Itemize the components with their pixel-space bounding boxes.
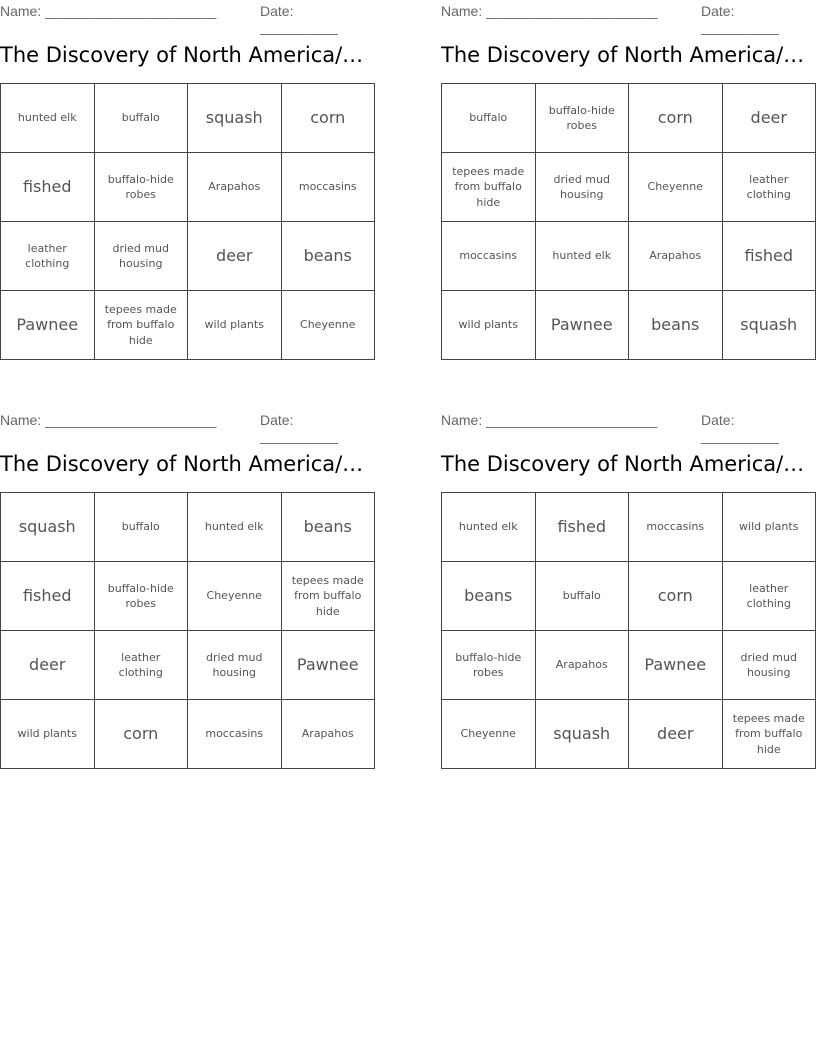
bingo-cell: wild plants	[1, 700, 95, 769]
name-field-label: Name: ______________________	[0, 3, 217, 19]
bingo-cell: buffalo-hide robes	[94, 153, 188, 222]
bingo-cell: wild plants	[442, 291, 536, 360]
bingo-cell: beans	[281, 222, 375, 291]
bingo-cell: deer	[722, 84, 816, 153]
bingo-cell: Arapahos	[281, 700, 375, 769]
bingo-cell: moccasins	[281, 153, 375, 222]
bingo-card	[441, 409, 816, 769]
bingo-cell: hunted elk	[535, 222, 629, 291]
bingo-card	[0, 409, 375, 769]
bingo-cell: dried mud housing	[94, 222, 188, 291]
bingo-cell: buffalo-hide robes	[535, 84, 629, 153]
bingo-row	[442, 700, 816, 769]
date-field-label: Date: __________	[701, 412, 779, 444]
bingo-cell: fished	[535, 493, 629, 562]
bingo-cell: tepees made from buffalo hide	[722, 700, 816, 769]
bingo-cell: tepees made from buffalo hide	[281, 562, 375, 631]
bingo-cell: Cheyenne	[442, 700, 536, 769]
card-title: The Discovery of North America/…	[0, 43, 364, 67]
card-title: The Discovery of North America/…	[441, 452, 805, 476]
bingo-cell: corn	[629, 84, 723, 153]
bingo-cell: Arapahos	[629, 222, 723, 291]
bingo-cell: squash	[535, 700, 629, 769]
bingo-row	[1, 700, 375, 769]
bingo-cell: buffalo-hide robes	[442, 631, 536, 700]
bingo-cell: Pawnee	[535, 291, 629, 360]
bingo-cell: squash	[722, 291, 816, 360]
bingo-cell: deer	[1, 631, 95, 700]
bingo-cell: wild plants	[188, 291, 282, 360]
bingo-cell: squash	[188, 84, 282, 153]
bingo-cell: leather clothing	[722, 562, 816, 631]
bingo-cell: corn	[629, 562, 723, 631]
bingo-cell: buffalo	[535, 562, 629, 631]
bingo-cell: wild plants	[722, 493, 816, 562]
bingo-cell: fished	[1, 562, 95, 631]
date-field-label: Date: __________	[701, 3, 779, 35]
card-title: The Discovery of North America/…	[0, 452, 364, 476]
bingo-row	[1, 562, 375, 631]
bingo-cell: fished	[722, 222, 816, 291]
bingo-cell: Cheyenne	[629, 153, 723, 222]
bingo-cell: Arapahos	[535, 631, 629, 700]
bingo-cell: Pawnee	[1, 291, 95, 360]
date-field-label: Date: __________	[260, 412, 338, 444]
bingo-cell: deer	[188, 222, 282, 291]
bingo-cell: beans	[281, 493, 375, 562]
name-field-label: Name: ______________________	[0, 412, 217, 428]
name-date-header	[441, 0, 816, 35]
bingo-row	[442, 84, 816, 153]
bingo-cell: buffalo	[94, 493, 188, 562]
bingo-cell: squash	[1, 493, 95, 562]
bingo-cell: fished	[1, 153, 95, 222]
bingo-cell: Arapahos	[188, 153, 282, 222]
bingo-row	[1, 84, 375, 153]
bingo-cell: hunted elk	[1, 84, 95, 153]
bingo-cell: hunted elk	[442, 493, 536, 562]
name-field-label: Name: ______________________	[441, 412, 658, 428]
bingo-cell: corn	[94, 700, 188, 769]
bingo-cell: dried mud housing	[722, 631, 816, 700]
bingo-cell: tepees made from buffalo hide	[94, 291, 188, 360]
bingo-cell: leather clothing	[1, 222, 95, 291]
bingo-cell: buffalo-hide robes	[94, 562, 188, 631]
bingo-row	[1, 493, 375, 562]
bingo-row	[442, 631, 816, 700]
bingo-cell: buffalo	[442, 84, 536, 153]
name-date-header	[0, 0, 375, 35]
bingo-cell: moccasins	[442, 222, 536, 291]
bingo-cell: beans	[442, 562, 536, 631]
bingo-cell: leather clothing	[94, 631, 188, 700]
bingo-grid	[0, 83, 375, 360]
bingo-row	[1, 222, 375, 291]
bingo-cell: hunted elk	[188, 493, 282, 562]
bingo-cell: tepees made from buffalo hide	[442, 153, 536, 222]
bingo-row	[442, 291, 816, 360]
bingo-row	[442, 493, 816, 562]
bingo-cell: Cheyenne	[281, 291, 375, 360]
bingo-cell: Pawnee	[281, 631, 375, 700]
name-date-header	[0, 409, 375, 444]
bingo-cell: deer	[629, 700, 723, 769]
bingo-row	[442, 153, 816, 222]
bingo-cell: corn	[281, 84, 375, 153]
bingo-grid	[0, 492, 375, 769]
bingo-cell: dried mud housing	[188, 631, 282, 700]
bingo-cell: Cheyenne	[188, 562, 282, 631]
bingo-card	[441, 0, 816, 360]
bingo-row	[1, 291, 375, 360]
name-date-header	[441, 409, 816, 444]
bingo-cell: Pawnee	[629, 631, 723, 700]
name-field-label: Name: ______________________	[441, 3, 658, 19]
bingo-cell: dried mud housing	[535, 153, 629, 222]
card-title: The Discovery of North America/…	[441, 43, 805, 67]
bingo-grid	[441, 83, 816, 360]
date-field-label: Date: __________	[260, 3, 338, 35]
bingo-row	[442, 222, 816, 291]
bingo-grid	[441, 492, 816, 769]
bingo-cell: moccasins	[188, 700, 282, 769]
bingo-row	[442, 562, 816, 631]
bingo-row	[1, 631, 375, 700]
bingo-cell: leather clothing	[722, 153, 816, 222]
bingo-card	[0, 0, 375, 360]
bingo-cell: moccasins	[629, 493, 723, 562]
bingo-cell: beans	[629, 291, 723, 360]
bingo-row	[1, 153, 375, 222]
bingo-cell: buffalo	[94, 84, 188, 153]
